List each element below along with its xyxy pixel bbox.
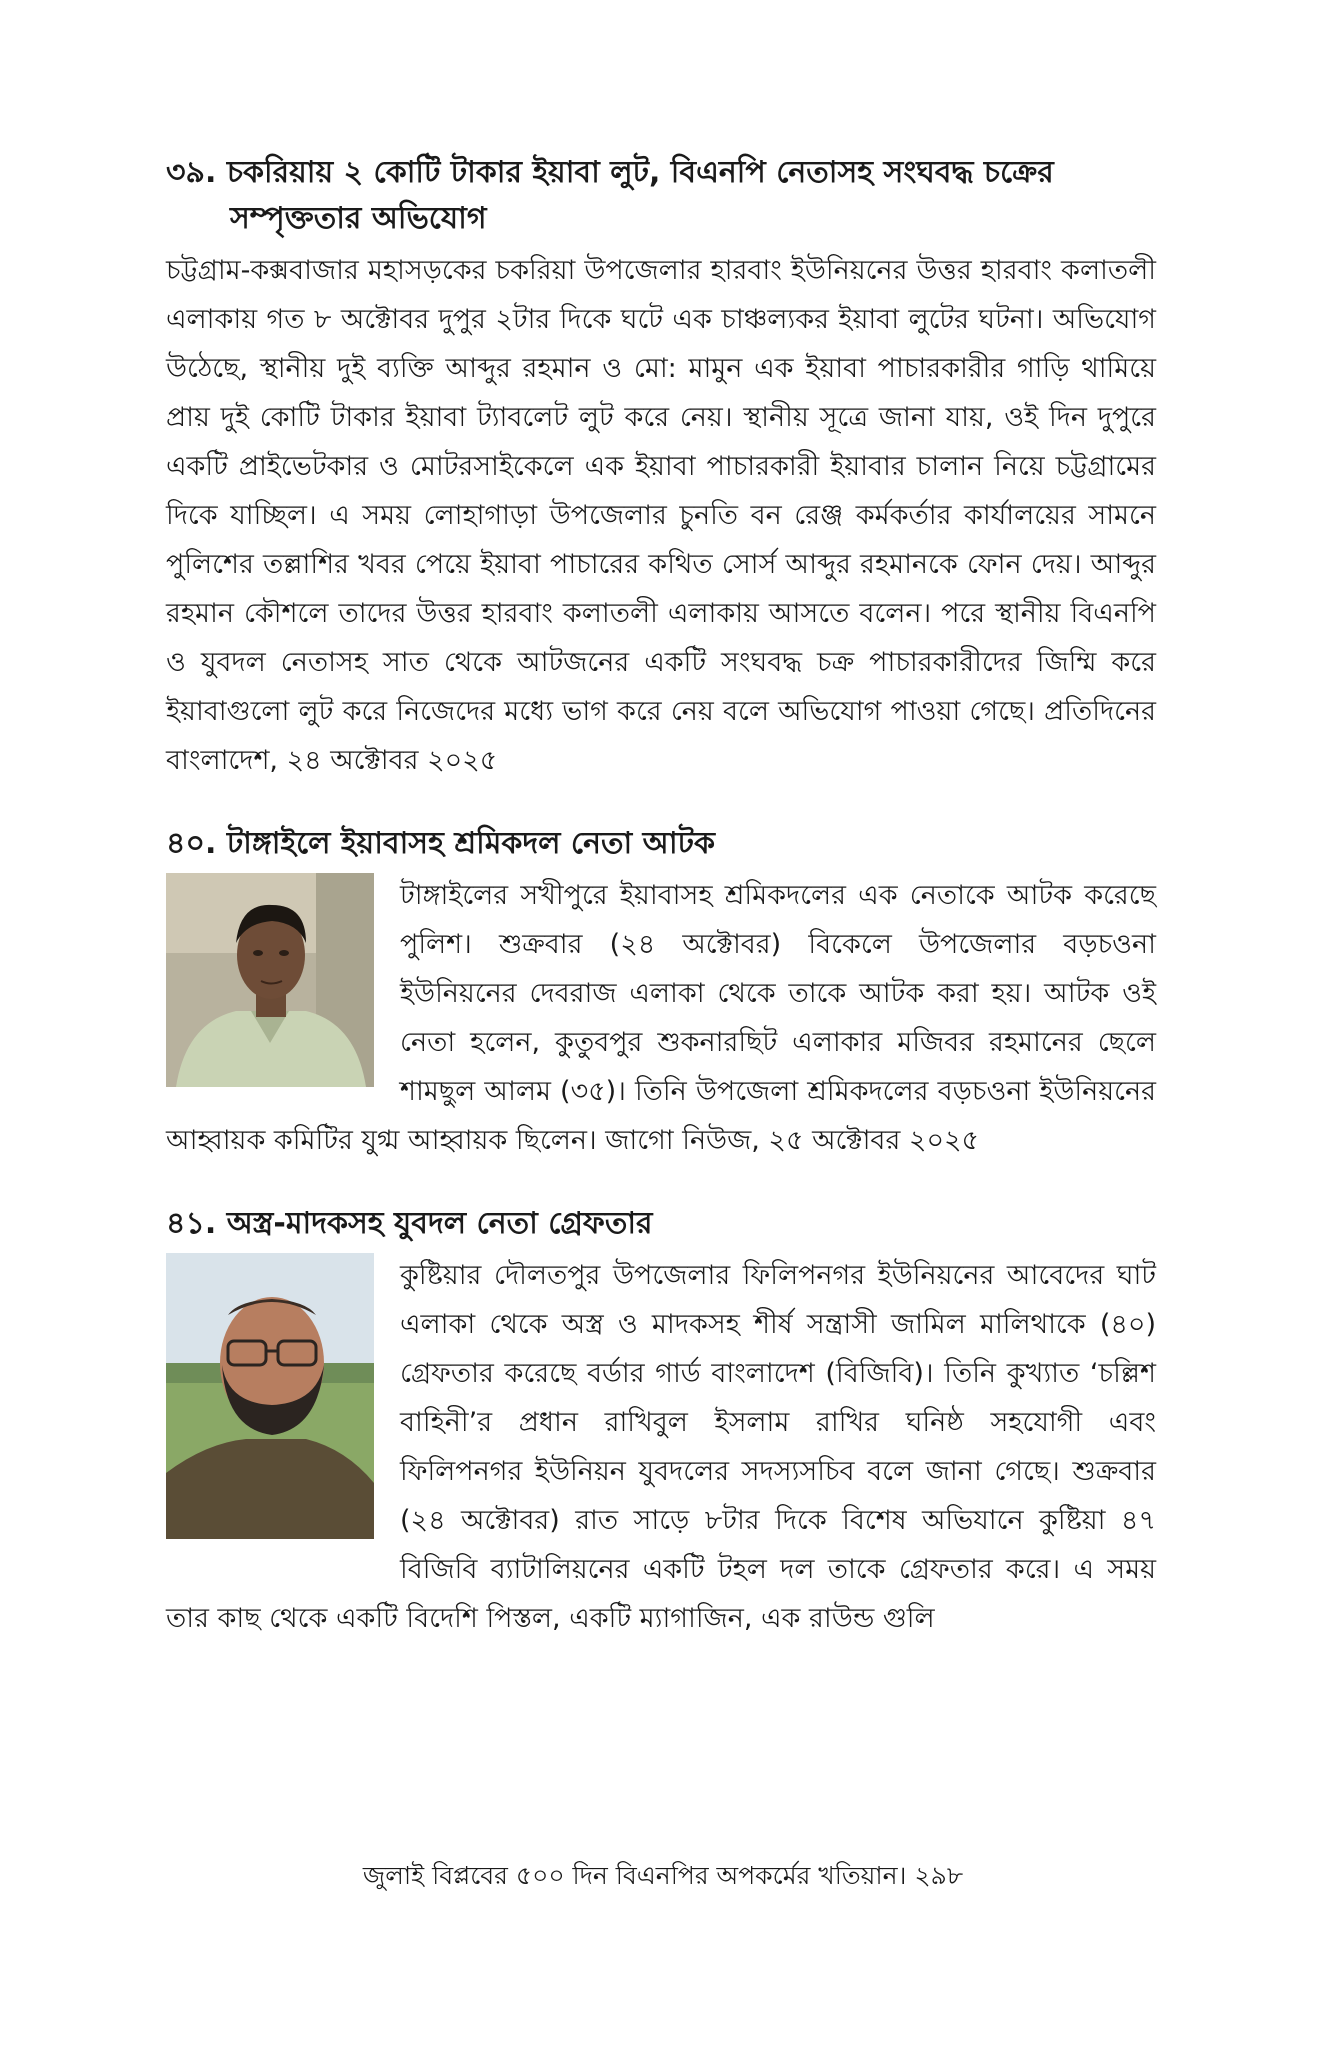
story-body: টাঙ্গাইলের সখীপুরে ইয়াবাসহ শ্রমিকদলের এক নেতাকে আটক করেছে পুলিশ। শুক্রবার (২৪ অক্টোবর) বিকেলে উপজেলার বড়চওনা ইউনিয়নের দেবরাজ এলাকা থেকে তাকে আটক করা হয়। আটক ওই নেতা হলেন, কুতুবপুর শুকনারছিট এলাকার মজিবর রহমানের ছেলে শামছুল আলম (৩৫)। তিনি উপজেলা শ্রমিকদলের বড়চওনা ইউনিয়নের আহ্বায়ক কমিটির যুগ্ম আহ্বায়ক ছিলেন। জাগো নিউজ, ২৫ অক্টোবর ২০২৫ <box>166 880 1156 1156</box>
headline-line-2: সম্পৃক্ততার অভিযোগ <box>230 201 487 236</box>
story-headline <box>166 821 1156 867</box>
story-40 <box>166 821 1156 1165</box>
story-body: চট্টগ্রাম-কক্সবাজার মহাসড়কের চকরিয়া উপজেলার হারবাং ইউনিয়নের উত্তর হারবাং কলাতলী এলাকায় গত ৮ অক্টোবর দুপুর ২টার দিকে ঘটে এক চাঞ্চল্যকর ইয়াবা লুটের ঘটনা। অভিযোগ উঠেছে, স্থানীয় দুই ব্যক্তি আব্দুর রহমান ও মো: মামুন এক ইয়াবা পাচারকারীর গাড়ি থামিয়ে প্রায় দুই কোটি টাকার ইয়াবা ট্যাবলেট লুট করে নেয়। স্থানীয় সূত্রে জানা যায়, ওই দিন দুপুরে একটি প্রাইভেটকার ও মোটরসাইকেলে এক ইয়াবা পাচারকারী ইয়াবার চালান নিয়ে চট্টগ্রামের দিকে যাচ্ছিল। এ সময় লোহাগাড়া উপজেলার চুনতি বন রেঞ্জ কর্মকর্তার কার্যালয়ের সামনে পুলিশের তল্লাশির খবর পেয়ে ইয়াবা পাচারের কথিত সোর্স আব্দুর রহমানকে ফোন দেয়। আব্দুর রহমান কৌশলে তাদের উত্তর হারবাং কলাতলী এলাকায় আসতে বলেন। পরে স্থানীয় বিএনপি ও যুবদল নেতাসহ সাত থেকে আটজনের একটি সংঘবদ্ধ চক্র পাচারকারীদের জিম্মি করে ইয়াবাগুলো লুট করে নিজেদের মধ্যে ভাগ করে নেয় বলে অভিযোগ পাওয়া গেছে। প্রতিদিনের বাংলাদেশ, ২৪ অক্টোবর ২০২৫ <box>166 255 1156 776</box>
story-headline <box>166 150 1156 242</box>
headline-line-1: চকরিয়ায় ২ কোটি টাকার ইয়াবা লুট, বিএনপি নেতাসহ সংঘবদ্ধ চক্রের <box>226 155 1054 190</box>
story-headline <box>166 1201 1156 1247</box>
photo-man-green-shirt <box>166 873 374 1087</box>
story-number: ৩৯. <box>166 155 217 190</box>
story-body: কুষ্টিয়ার দৌলতপুর উপজেলার ফিলিপনগর ইউনিয়নের আবেদের ঘাট এলাকা থেকে অস্ত্র ও মাদকসহ শীর্ষ সন্ত্রাসী জামিল মালিথাকে (৪০) গ্রেফতার করেছে বর্ডার গার্ড বাংলাদেশ (বিজিবি)। তিনি কুখ্যাত ‘চল্লিশ বাহিনী’র প্রধান রাখিবুল ইসলাম রাখির ঘনিষ্ঠ সহযোগী এবং ফিলিপনগর ইউনিয়ন যুবদলের সদস্যসচিব বলে জানা গেছে। শুক্রবার (২৪ অক্টোবর) রাত সাড়ে ৮টার দিকে বিশেষ অভিযানে কুষ্টিয়া ৪৭ বিজিবি ব্যাটালিয়নের একটি টহল দল তাকে গ্রেফতার করে। এ সময় তার কাছ থেকে একটি বিদেশি পিস্তল, একটি ম্যাগাজিন, এক রাউন্ড গুলি <box>166 1260 1156 1634</box>
photo-man-with-glasses <box>166 1253 374 1539</box>
story-39 <box>166 150 1156 785</box>
headline-line-1: টাঙ্গাইলে ইয়াবাসহ শ্রমিকদল নেতা আটক <box>226 826 715 861</box>
page-footer: জুলাই বিপ্লবের ৫০০ দিন বিএনপির অপকর্মের খতিয়ান। ২৯৮ <box>362 1861 964 1890</box>
story-41 <box>166 1201 1156 1643</box>
headline-line-1: অস্ত্র-মাদকসহ যুবদল নেতা গ্রেফতার <box>226 1206 653 1241</box>
story-number: ৪০. <box>166 826 217 861</box>
page-content <box>166 150 1156 1679</box>
story-number: ৪১. <box>166 1206 217 1241</box>
